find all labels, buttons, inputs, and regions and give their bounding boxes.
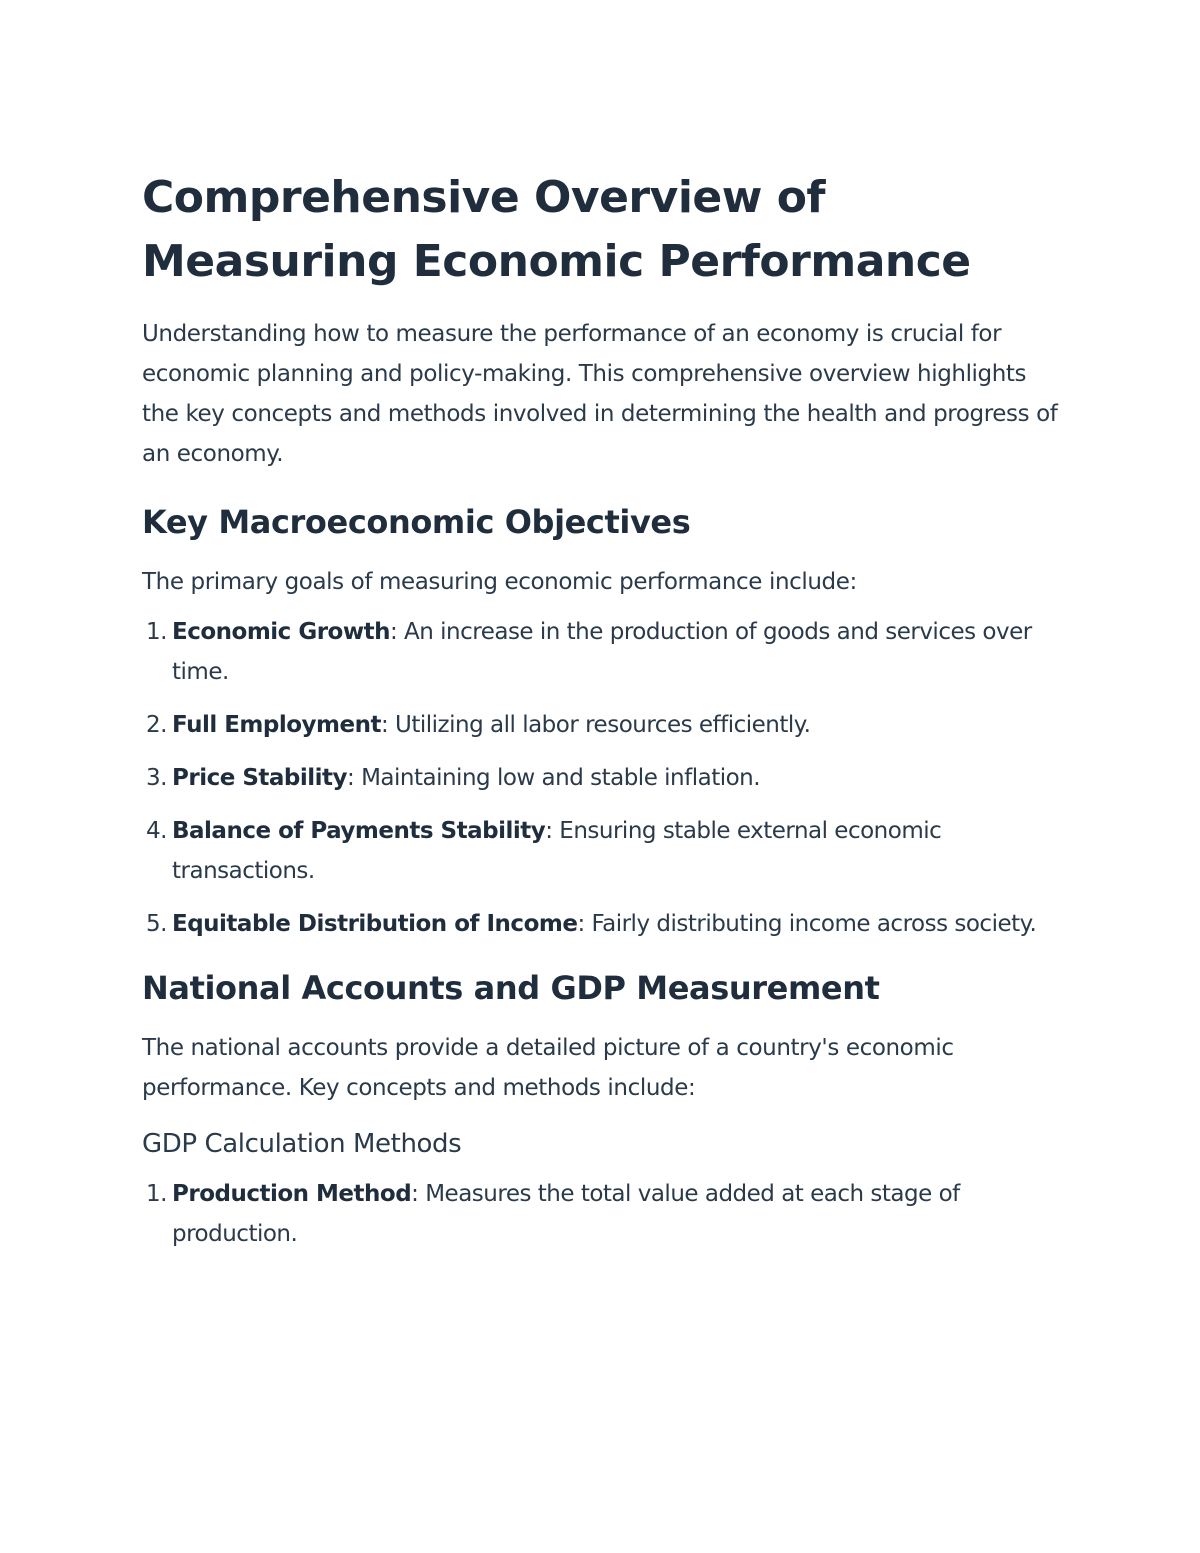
list-item bbox=[142, 612, 1062, 692]
national-accounts-lead: The national accounts provide a detailed picture of a country's economic performance. Key concepts and methods include: bbox=[142, 1035, 954, 1101]
list-term: Balance of Payments Stability bbox=[172, 818, 546, 844]
list-number: 3. bbox=[146, 765, 167, 791]
list-term: Full Employment bbox=[172, 712, 381, 738]
list-desc: : Fairly distributing income across society. bbox=[577, 911, 1037, 937]
objectives-list bbox=[142, 612, 1062, 944]
list-number: 5. bbox=[146, 911, 167, 937]
list-number: 1. bbox=[146, 1181, 167, 1207]
list-desc: : Maintaining low and stable inflation. bbox=[347, 765, 761, 791]
list-term: Equitable Distribution of Income bbox=[172, 911, 578, 937]
list-item bbox=[142, 1174, 1062, 1254]
subheading-gdp-methods: GDP Calculation Methods bbox=[142, 1129, 462, 1159]
intro-paragraph: Understanding how to measure the performance of an economy is crucial for economic planning and policy-making. This comprehensive overview highlights the key concepts and methods involved in determining the health and progress of an economy. bbox=[142, 321, 1058, 467]
list-term: Price Stability bbox=[172, 765, 348, 791]
list-number: 2. bbox=[146, 712, 167, 738]
list-item bbox=[142, 904, 1062, 944]
section-heading-national-accounts: National Accounts and GDP Measurement bbox=[142, 969, 880, 1007]
list-desc: : Utilizing all labor resources efficiently. bbox=[380, 712, 811, 738]
section-heading-objectives: Key Macroeconomic Objectives bbox=[142, 503, 691, 541]
page-title: Comprehensive Overview of Measuring Economic Performance bbox=[142, 172, 971, 287]
list-item bbox=[142, 811, 1062, 891]
document-page bbox=[142, 166, 1062, 1267]
list-desc: : Ensuring stable external economic transactions. bbox=[172, 818, 942, 884]
list-item bbox=[142, 758, 1062, 798]
list-number: 1. bbox=[146, 619, 167, 645]
list-desc: : Measures the total value added at each stage of production. bbox=[172, 1181, 960, 1247]
list-term: Production Method bbox=[172, 1181, 412, 1207]
list-number: 4. bbox=[146, 818, 167, 844]
list-item bbox=[142, 705, 1062, 745]
list-desc: : An increase in the production of goods and services over time. bbox=[172, 619, 1032, 685]
gdp-methods-list bbox=[142, 1174, 1062, 1254]
list-term: Economic Growth bbox=[172, 619, 390, 645]
objectives-lead: The primary goals of measuring economic performance include: bbox=[142, 569, 857, 595]
